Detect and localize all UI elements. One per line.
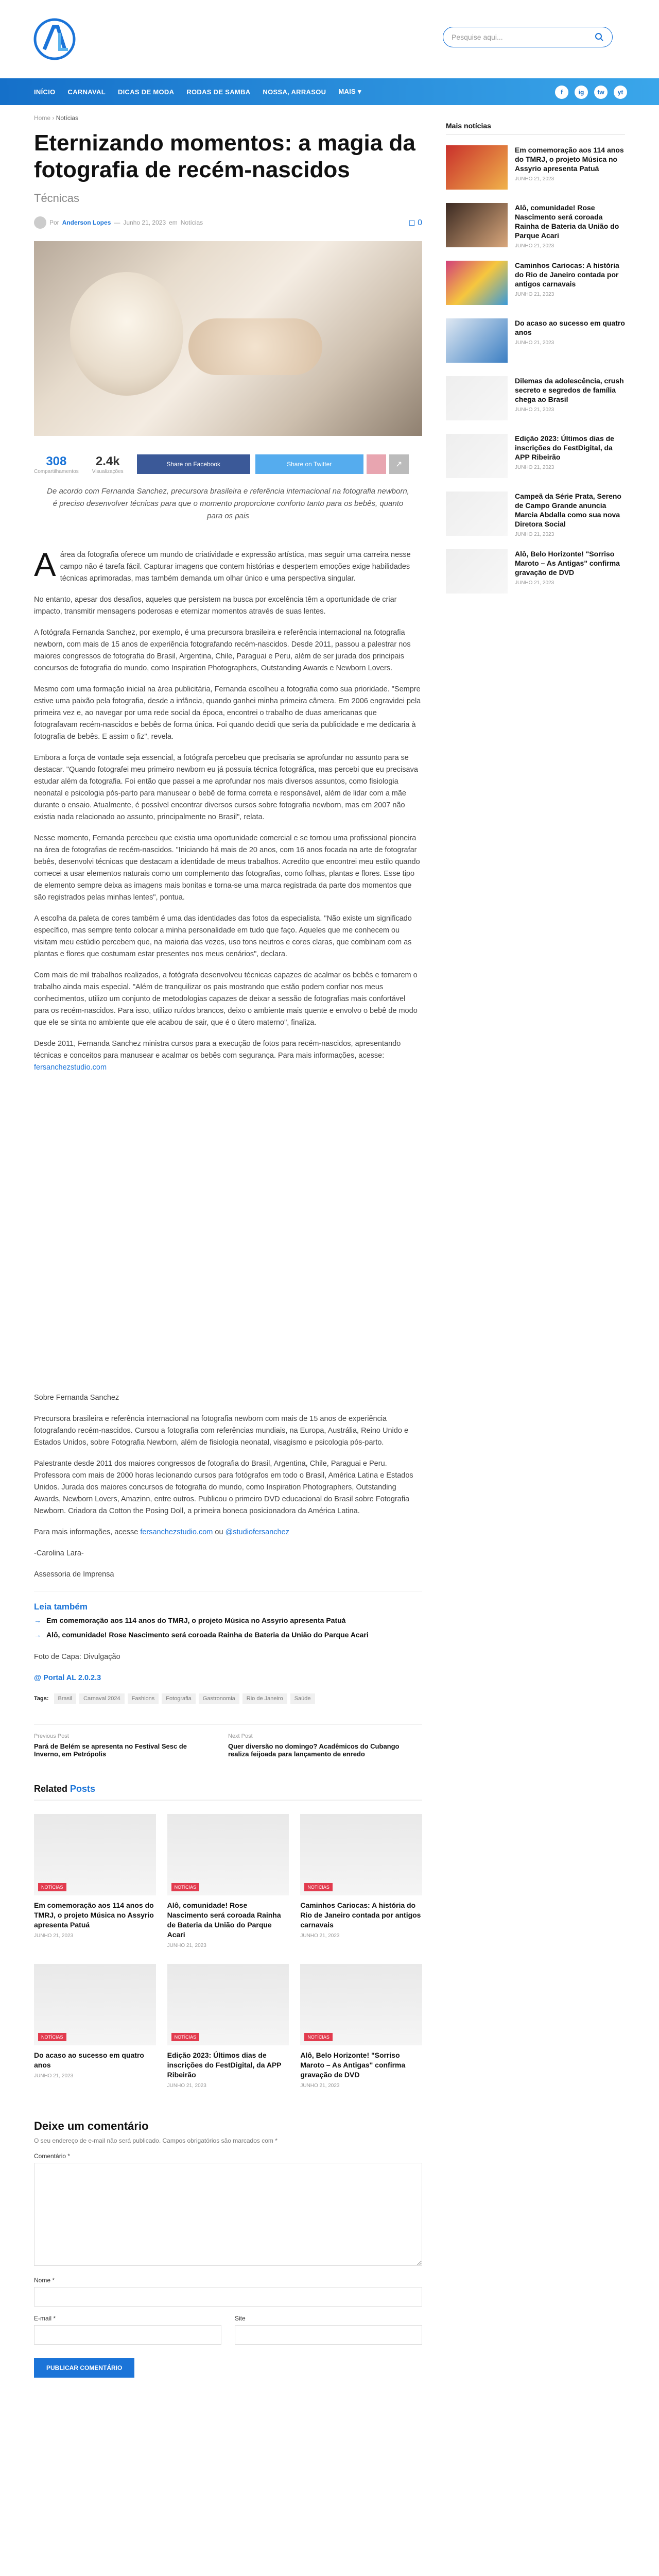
chevron-down-icon: ▾ xyxy=(357,88,361,95)
site-group xyxy=(235,2307,422,2345)
category-badge: NOTÍCIAS xyxy=(304,1883,333,1891)
sidebar-item[interactable] xyxy=(446,145,625,193)
sidebar-item-text xyxy=(508,261,625,308)
name-label: Nome * xyxy=(34,2277,55,2284)
nav-item-inicio[interactable]: INÍCIO xyxy=(34,88,56,96)
sidebar-item-text xyxy=(508,203,625,250)
breadcrumb xyxy=(34,114,422,122)
sidebar-item[interactable] xyxy=(446,376,625,423)
press-label: Assessoria de Imprensa xyxy=(34,1570,114,1579)
search-input[interactable] xyxy=(443,27,613,47)
comment-note: O seu endereço de e-mail não será publicado. Campos obrigatórios são marcados com * xyxy=(34,2137,278,2144)
paragraph: Nesse momento, Fernanda percebeu que existia uma oportunidade comercial e se tornou uma profissional pioneira na área de fotografias de recém-nascidos. "Iniciando há mais de 20 anos, com 16 anos focada na arte de fotografar bebês, desenvolvi técnicas que destacam a identidade de meus trabalhos. Acredito que encontrei meu estilo quando comecei a usar elementos naturais como um complemento das fotografias, como folhas, plantas e flores. Esse tipo de elemento sempre deixa as imagens mais bonitas e torna-se uma marca registrada da parte dos momentos que são registrados pelas minhas lentes", pontua. xyxy=(34,834,420,902)
paragraph: Embora a força de vontade seja essencial, a fotógrafa percebeu que precisaria se aprofundar no assunto para se destacar. "Quando fotografei meu primeiro newborn eu já possuía técnica fotográfica, mas percebi que eu precisava estudar além da fotografia. Foi então que passei a me aprofundar nos mais diversos assuntos, como fisiologia neonatal e psicologia pós-parto para manusear o bebê de forma correta e responsável, além de lidar com a mãe durante o ensaio. Atualmente, é possível encontrar diversos cursos sobre fotografia newborn, mas em 2007 não existia nada relacionado ao assunto, principalmente no Brasil", relata. xyxy=(34,754,418,821)
sidebar-title: Mais notícias xyxy=(446,122,625,135)
prev-title: Pará de Belém se apresenta no Festival Sesc de Inverno, em Petrópolis xyxy=(34,1742,187,1758)
sidebar-item[interactable] xyxy=(446,549,625,597)
shares-counter xyxy=(34,454,79,474)
article-meta xyxy=(34,216,422,229)
share-pinterest-button[interactable] xyxy=(367,454,386,474)
sidebar-item[interactable] xyxy=(446,434,625,481)
nav-item-mais[interactable] xyxy=(338,88,361,96)
sidebar-item-title: Dilemas da adolescência, crush secreto e segredos de família chega ao Brasil xyxy=(515,377,624,403)
tag[interactable]: Brasil xyxy=(54,1693,77,1704)
sidebar-thumb xyxy=(446,203,508,247)
article-body xyxy=(34,546,422,1581)
related-thumb xyxy=(34,1964,156,2045)
or-label: ou xyxy=(215,1528,223,1536)
article-date: Junho 21, 2023 xyxy=(123,219,166,226)
header-social xyxy=(555,86,627,99)
site-header xyxy=(0,0,659,78)
nav-mais-label: MAIS xyxy=(338,88,356,95)
nav-item-carnaval[interactable]: CARNAVAL xyxy=(67,88,106,96)
related-thumb xyxy=(34,1814,156,1895)
sidebar-item[interactable] xyxy=(446,492,625,539)
related-card-date: JUNHO 21, 2023 xyxy=(34,1933,74,1939)
related-card-date: JUNHO 21, 2023 xyxy=(300,1933,340,1939)
share-twitter-button[interactable]: Share on Twitter xyxy=(255,454,363,474)
paragraph-with-link xyxy=(34,1038,422,1074)
studio-link-2[interactable]: fersanchezstudio.com xyxy=(140,1528,213,1536)
sidebar-thumb xyxy=(446,434,508,478)
category-badge: NOTÍCIAS xyxy=(304,2033,333,2041)
category-badge: NOTÍCIAS xyxy=(171,2033,200,2041)
related-title xyxy=(34,1784,422,1801)
instagram-link[interactable]: @studiofersanchez xyxy=(225,1528,289,1536)
sidebar-item-date: JUNHO 21, 2023 xyxy=(515,243,554,249)
featured-image xyxy=(34,241,422,436)
article-title: Eternizando momentos: a magia da fotografia de recém-nascidos xyxy=(34,130,415,182)
sidebar-item-date: JUNHO 21, 2023 xyxy=(515,465,554,470)
search-icon[interactable] xyxy=(595,32,604,42)
prev-label: Previous Post xyxy=(34,1733,69,1739)
embedded-space xyxy=(34,1083,422,1392)
comments-count[interactable] xyxy=(408,217,422,228)
comment-label: Comentário * xyxy=(34,2153,71,2160)
related-card[interactable] xyxy=(300,1814,422,1948)
paragraph: A escolha da paleta de cores também é uma das identidades das fotos da especialista. "Não existe um significado específico, mas sempre tento colocar a minha personalidade em tudo que faço. Aqueles que me conhecem ou visitam meu estúdio percebem que, na maioria das vezes, uso tons neutros e cores claras, que combinam com as plantas e flores que costumam estar presentes nos meus cenários", declara. xyxy=(34,914,412,958)
shares-value: 308 xyxy=(46,454,67,468)
sidebar-item-date: JUNHO 21, 2023 xyxy=(515,532,554,537)
sidebar-thumb xyxy=(446,492,508,536)
breadcrumb-category[interactable]: Notícias xyxy=(56,114,79,122)
more-info xyxy=(34,1527,422,1538)
related-card[interactable] xyxy=(167,1964,289,2089)
nav-item-moda[interactable]: DICAS DE MODA xyxy=(117,88,175,96)
paragraph: A fotógrafa Fernanda Sanchez, por exemplo, é uma precursora brasileira e referência internacional na fotografia newborn, com mais de 15 anos de experiência fotografando recém-nascidos. Desde 2011, passou a palestrar nos maiores congressos de fotografia do Brasil, Argentina, Chile, Paraguai e Peru, além de ser jurada dos principais concursos de fotografia do mundo, como Inspiration Photographers, Outstanding Awards e Newborn Lovers. xyxy=(34,629,411,672)
sidebar-item[interactable] xyxy=(446,203,625,250)
related-card-title: Do acaso ao sucesso em quatro anos xyxy=(34,2051,144,2069)
tag[interactable]: Fashions xyxy=(128,1693,159,1704)
article-lead: De acordo com Fernanda Sanchez, precursora brasileira e referência internacional na fotografia newborn, é preciso desenvolver técnicas para que o momento proporcione conforto tanto para os bebês, quanto para os pais xyxy=(47,487,409,520)
author-avatar[interactable] xyxy=(34,216,46,229)
related-card[interactable] xyxy=(167,1814,289,1948)
category-badge: NOTÍCIAS xyxy=(38,1883,66,1891)
comments-value: 0 xyxy=(418,218,422,227)
sidebar-item-title: Do acaso ao sucesso em quatro anos xyxy=(515,319,625,336)
sidebar-item-date: JUNHO 21, 2023 xyxy=(515,407,554,413)
tag[interactable]: Gastronomia xyxy=(199,1693,239,1704)
related-card-title: Em comemoração aos 114 anos do TMRJ, o projeto Música no Assyrio apresenta Patuá xyxy=(34,1901,154,1929)
related-grid xyxy=(34,1814,422,2089)
read-also-prefix: Leia xyxy=(34,1602,52,1612)
more-info-label: Para mais informações, acesse xyxy=(34,1528,138,1536)
tags-label: Tags: xyxy=(34,1696,49,1702)
nav-item-arrasou[interactable]: NOSSA, ARRASOU xyxy=(263,88,326,96)
breadcrumb-sep: › xyxy=(52,114,55,122)
paragraph: Com mais de mil trabalhos realizados, a fotógrafa desenvolveu técnicas capazes de acalmar os bebês e tornarem o trabalho ainda mais especial. "Além de tranquilizar os pais mostrando que estão podem confiar nos meus conhecimentos, utilizo um conjunto de metodologias capazes de deixar a sessão de fotografias mais confortável para os recém-nascidos. Para isso, utilizo ruídos brancos, deixo o ambiente mais quente e envolvo o bebê de modo que ele se sinta no ambiente que ele acabou de sair, que é o útero materno", finaliza. xyxy=(34,971,418,1027)
category-badge: NOTÍCIAS xyxy=(38,2033,66,2041)
comment-textarea[interactable] xyxy=(34,2163,422,2266)
photo-credit: Foto de Capa: Divulgação xyxy=(34,1653,120,1661)
paragraph: Aárea da fotografia oferece um mundo de criatividade e expressão artística, mas seguir uma carreira nesse campo não é tarefa fácil. Capturar imagens que contem histórias e despertem emoções exige habilidades técnicas aprimoradas, mas também demanda um olhar único e uma perspectiva singular. xyxy=(34,546,411,583)
tags xyxy=(34,1693,422,1704)
sidebar-item-title: Caminhos Cariocas: A história do Rio de Janeiro contada por antigos carnavais xyxy=(515,261,619,288)
credits xyxy=(34,1651,422,1684)
related-prefix: Related xyxy=(34,1784,68,1794)
about-title: Sobre Fernanda Sanchez xyxy=(34,1394,119,1402)
by-label: Por xyxy=(49,219,59,226)
newborn-image-shape xyxy=(70,272,183,396)
site-logo[interactable] xyxy=(33,18,76,61)
dash-sep: — xyxy=(114,219,120,226)
article xyxy=(34,114,422,2378)
studio-link[interactable]: fersanchezstudio.com xyxy=(34,1063,107,1072)
related-card-date: JUNHO 21, 2023 xyxy=(167,2083,206,2089)
sidebar-item-title: Campeã da Série Prata, Sereno de Campo Grande anuncia Marcia Abdalla como sua nova Diretora Social xyxy=(515,492,621,528)
sidebar-item-text xyxy=(508,492,625,539)
sidebar-item-title: Em comemoração aos 114 anos do TMRJ, o projeto Música no Assyrio apresenta Patuá xyxy=(515,146,624,173)
read-also-word: também xyxy=(54,1602,88,1612)
share-facebook-button[interactable]: Share on Facebook xyxy=(137,454,250,474)
sidebar-item[interactable] xyxy=(446,261,625,308)
sidebar-item-text xyxy=(508,145,625,193)
sidebar-item-text xyxy=(508,434,625,481)
article-category[interactable]: Notícias xyxy=(180,219,203,226)
facebook-icon[interactable]: f xyxy=(555,86,568,99)
related-card-title: Edição 2023: Últimos dias de inscrições do FestDigital, da APP Ribeirão xyxy=(167,2051,282,2079)
submit-comment-button[interactable]: PUBLICAR COMENTÁRIO xyxy=(34,2358,134,2378)
next-label: Next Post xyxy=(228,1733,253,1739)
read-also-title xyxy=(34,1602,422,1612)
youtube-icon[interactable]: yt xyxy=(614,86,627,99)
sidebar-item-text xyxy=(508,549,625,597)
paragraph-text: Desde 2011, Fernanda Sanchez ministra cursos para a execução de fotos para recém-nascidos, apresentando técnicas e conceitos para manusear e acalmar os bebês com segurança. Para mais informações, acesse: xyxy=(34,1040,401,1060)
email-site-row xyxy=(34,2307,422,2345)
related-card-title: Caminhos Cariocas: A história do Rio de Janeiro contada por antigos carnavais xyxy=(300,1901,421,1929)
category-badge: NOTÍCIAS xyxy=(171,1883,200,1891)
sidebar-thumb xyxy=(446,261,508,305)
nav-item-samba[interactable]: RODAS DE SAMBA xyxy=(186,88,251,96)
sidebar-item-date: JUNHO 21, 2023 xyxy=(515,580,554,586)
views-counter xyxy=(92,454,124,474)
read-also-link[interactable]: → Em comemoração aos 114 anos do TMRJ, o projeto Música no Assyrio apresenta Patuá xyxy=(34,1616,422,1624)
related-card-date: JUNHO 21, 2023 xyxy=(300,2083,340,2089)
sidebar-thumb xyxy=(446,145,508,190)
site-field[interactable] xyxy=(235,2325,422,2345)
email-group xyxy=(34,2307,221,2345)
site-label: Site xyxy=(235,2315,246,2322)
paragraph: Precursora brasileira e referência internacional na fotografia newborn com mais de 15 anos de experiência fotografando recém-nascidos. Cursou a fotografia com referências mundiais, na Europa, Austrália, Reino Unido e Estados Unidos, sobre Fotografia Newborn, além de fisiologia neonatal, visagismo e psicologia pós-parto. xyxy=(34,1415,409,1447)
signature: -Carolina Lara- xyxy=(34,1549,84,1557)
instagram-icon[interactable]: ig xyxy=(575,86,588,99)
related-card-title: Alô, Belo Horizonte! "Sorriso Maroto – As Antigas" confirma gravação de DVD xyxy=(300,2051,406,2079)
read-also-link[interactable]: → Alô, comunidade! Rose Nascimento será coroada Rainha de Bateria da União do Parque Acari xyxy=(34,1631,422,1639)
related-card[interactable] xyxy=(34,1964,156,2089)
related-thumb xyxy=(167,1964,289,2045)
related-card-title: Alô, comunidade! Rose Nascimento será coroada Rainha de Bateria da União do Parque Acari xyxy=(167,1901,281,1939)
name-field[interactable] xyxy=(34,2287,422,2307)
related-word: Posts xyxy=(70,1784,96,1794)
prev-post[interactable] xyxy=(34,1733,228,1758)
paragraph: Palestrante desde 2011 dos maiores congressos de fotografia do Brasil, Argentina, Chile, Paraguai e Peru. Professora com mais de 2000 horas lecionando cursos para fotógrafos em todo o Brasil, América Latina e Estados Unidos. Jurada dos maiores concursos de fotografia do mundo, como Inspiration Photographers, Outstanding Awards, Newborn Lovers, Amazinn, entre outros. Publicou o primeiro DVD educacional do Brasil sobre Fotografia Newborn. Criadora da Cotton the Posing Doll, a primeira boneca posicionadora da América Latina. xyxy=(34,1460,413,1515)
sidebar-item-date: JUNHO 21, 2023 xyxy=(515,340,554,346)
share-more-icon[interactable]: ↗ xyxy=(389,454,409,474)
article-subtitle: Técnicas xyxy=(34,192,80,205)
tag[interactable]: Carnaval 2024 xyxy=(79,1693,125,1704)
author-link[interactable]: Anderson Lopes xyxy=(62,219,111,226)
comment-form xyxy=(34,2120,422,2378)
sidebar-item[interactable] xyxy=(446,318,625,366)
comment-title: Deixe um comentário xyxy=(34,2120,149,2132)
share-bar xyxy=(34,453,422,475)
next-title: Quer diversão no domingo? Acadêmicos do Cubango realiza feijoada para lançamento de enredo xyxy=(228,1742,400,1758)
email-field[interactable] xyxy=(34,2325,221,2345)
sidebar-thumb xyxy=(446,549,508,594)
sidebar-item-text xyxy=(508,376,625,423)
main-nav xyxy=(0,78,659,105)
views-value: 2.4k xyxy=(95,454,120,468)
related-thumb xyxy=(300,1964,422,2045)
related-thumb xyxy=(300,1814,422,1895)
sidebar-item-date: JUNHO 21, 2023 xyxy=(515,292,554,297)
views-label: Visualizações xyxy=(92,468,124,474)
sidebar-item-date: JUNHO 21, 2023 xyxy=(515,176,554,182)
sidebar-item-title: Alô, Belo Horizonte! "Sorriso Maroto – As Antigas" confirma gravação de DVD xyxy=(515,550,620,577)
post-navigation xyxy=(34,1724,422,1758)
sidebar-item-text xyxy=(508,318,625,366)
sidebar-thumb xyxy=(446,318,508,363)
paragraph: Mesmo com uma formação inicial na área publicitária, Fernanda escolheu a fotografia como sua prioridade. "Sempre estive uma paixão pela fotografia, desde a infância, quando ganhei minha primeira câmera. Em 2006 engravidei pela primeira vez e, ao navegar por uma rede social da época, encontrei o trabalho de duas americanas que fotografavam recém-nascidos e bebês de forma única. Foi quando decidi que seria da publicidade e me dedicaria à fotografia de bebês. E assim o fiz", revela. xyxy=(34,685,421,741)
paragraph: No entanto, apesar dos desafios, aqueles que persistem na busca por excelência têm a oportunidade de criar impacto, transmitir mensagens poderosas e eternizar momentos através de suas lentes. xyxy=(34,596,397,616)
related-card-date: JUNHO 21, 2023 xyxy=(34,2073,74,2079)
sidebar-thumb xyxy=(446,376,508,420)
tag[interactable]: Rio de Janeiro xyxy=(242,1693,287,1704)
related-card[interactable] xyxy=(300,1964,422,2089)
tag[interactable]: Saúde xyxy=(290,1693,315,1704)
next-post[interactable] xyxy=(228,1733,422,1758)
sidebar-item-title: Alô, comunidade! Rose Nascimento será coroada Rainha de Bateria da União do Parque Acari xyxy=(515,204,619,240)
in-label: em xyxy=(169,219,178,226)
related-thumb xyxy=(167,1814,289,1895)
sidebar xyxy=(446,122,625,597)
related-card-date: JUNHO 21, 2023 xyxy=(167,1943,206,1948)
breadcrumb-home[interactable]: Home xyxy=(34,114,51,122)
email-label: E-mail * xyxy=(34,2315,56,2322)
search-placeholder: Pesquise aqui... xyxy=(452,33,503,41)
hand-image-shape xyxy=(188,318,322,375)
twitter-icon[interactable]: tw xyxy=(594,86,608,99)
portal-credit[interactable]: @ Portal AL 2.0.2.3 xyxy=(34,1674,101,1682)
related-card[interactable] xyxy=(34,1814,156,1948)
sidebar-item-title: Edição 2023: Últimos dias de inscrições do FestDigital, da APP Ribeirão xyxy=(515,434,614,461)
comment-icon: ◻ xyxy=(408,218,415,227)
shares-label: Compartilhamentos xyxy=(34,468,79,474)
tag[interactable]: Fotografia xyxy=(162,1693,196,1704)
